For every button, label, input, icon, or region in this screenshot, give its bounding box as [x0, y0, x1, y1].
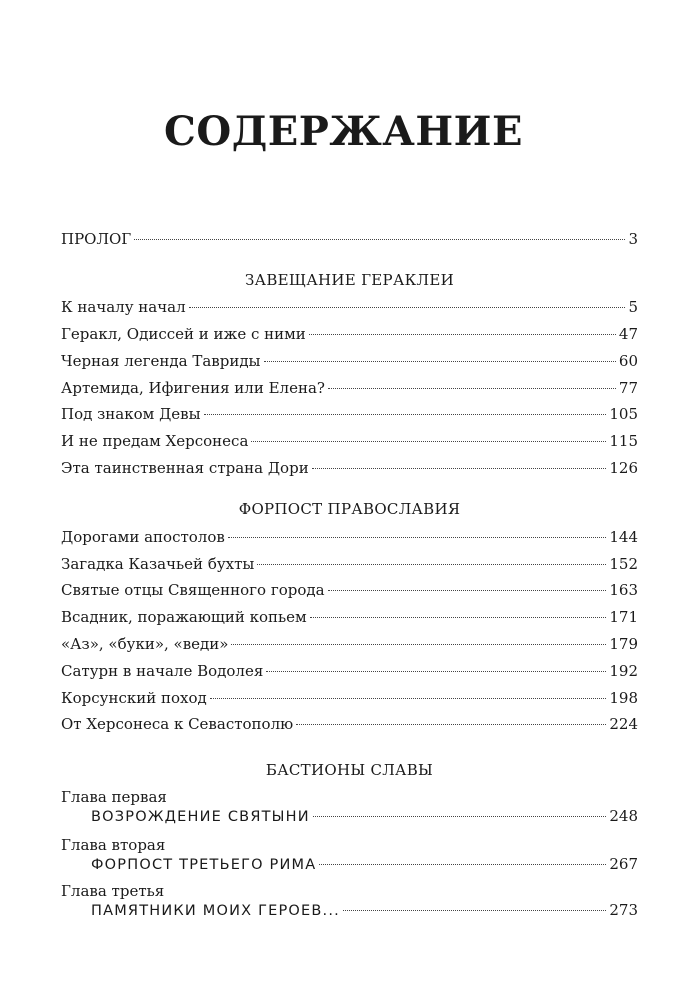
toc-entry-title: «Аз», «буки», «веди»: [61, 635, 229, 653]
toc-entry-page: 248: [609, 807, 638, 825]
toc-entry-title: ФОРПОСТ ТРЕТЬЕГО РИМА: [91, 857, 317, 873]
chapter-label: Глава вторая: [61, 836, 166, 854]
toc-entry-chapter[interactable]: [91, 806, 638, 826]
section-heading: БАСТИОНЫ СЛАВЫ: [265, 761, 434, 779]
toc-entry-title: ПРОЛОГ: [61, 230, 132, 248]
toc-entry-chapter[interactable]: [91, 854, 638, 874]
chapter-label: Глава первая: [61, 788, 167, 806]
toc-entry[interactable]: [61, 554, 638, 574]
toc-entry[interactable]: [61, 607, 638, 627]
section-heading: ЗАВЕЩАНИЕ ГЕРАКЛЕИ: [245, 271, 454, 289]
dot-leader: [312, 468, 607, 469]
toc-entry-page: 179: [609, 635, 638, 653]
toc-entry[interactable]: [61, 297, 638, 317]
toc-entry-title: Всадник, поражающий копьем: [61, 608, 307, 626]
toc-entry-page: 77: [618, 379, 638, 397]
toc-entry-title: И не предам Херсонеса: [61, 432, 249, 450]
toc-entry-title: Дорогами апостолов: [61, 528, 225, 546]
toc-entry-page: 192: [609, 662, 638, 680]
toc-entry-page: 152: [609, 555, 638, 573]
toc-entry-title: Черная легенда Тавриды: [61, 352, 261, 370]
toc-entry-title: Сатурн в начале Водолея: [61, 662, 264, 680]
toc-entry-title: Геракл, Одиссей и иже с ними: [61, 325, 306, 343]
table-of-contents: [61, 0, 638, 1000]
toc-entry[interactable]: [61, 458, 638, 478]
section-heading: ФОРПОСТ ПРАВОСЛАВИЯ: [238, 500, 461, 518]
toc-entry-chapter[interactable]: [91, 900, 638, 920]
toc-entry-page: 198: [609, 689, 638, 707]
toc-entry[interactable]: [61, 661, 638, 681]
toc-entry-title: От Херсонеса к Севастополю: [61, 715, 294, 733]
dot-leader: [204, 414, 607, 415]
toc-entry-title: ПАМЯТНИКИ МОИХ ГЕРОЕВ...: [91, 903, 340, 919]
page-title: СОДЕРЖАНИЕ: [164, 108, 523, 155]
dot-leader: [319, 864, 606, 865]
dot-leader: [231, 644, 606, 645]
toc-entry-page: 3: [628, 230, 638, 248]
toc-entry-title: Артемида, Ифигения или Елена?: [61, 379, 325, 397]
toc-entry[interactable]: [61, 404, 638, 424]
dot-leader: [343, 910, 606, 911]
dot-leader: [189, 307, 626, 308]
toc-entry[interactable]: [61, 527, 638, 547]
dot-leader: [264, 361, 616, 362]
toc-entry-prologue[interactable]: [61, 229, 638, 249]
dot-leader: [257, 564, 606, 565]
dot-leader: [210, 698, 607, 699]
toc-entry-title: Загадка Казачьей бухты: [61, 555, 255, 573]
chapter-label: Глава третья: [61, 882, 165, 900]
toc-entry[interactable]: [61, 431, 638, 451]
toc-entry[interactable]: [61, 378, 638, 398]
toc-entry-title: ВОЗРОЖДЕНИЕ СВЯТЫНИ: [91, 809, 310, 825]
toc-entry-page: 47: [618, 325, 638, 343]
dot-leader: [296, 724, 606, 725]
toc-entry[interactable]: [61, 714, 638, 734]
toc-entry-title: К началу начал: [61, 298, 186, 316]
toc-entry-page: 60: [618, 352, 638, 370]
toc-entry-page: 126: [609, 459, 638, 477]
toc-entry-title: Святые отцы Священного города: [61, 581, 325, 599]
toc-entry-title: Под знаком Девы: [61, 405, 201, 423]
toc-entry-title: Корсунский поход: [61, 689, 207, 707]
toc-entry-page: 224: [609, 715, 638, 733]
toc-entry-page: 144: [609, 528, 638, 546]
toc-entry[interactable]: [61, 351, 638, 371]
dot-leader: [134, 239, 625, 240]
toc-entry-page: 171: [609, 608, 638, 626]
toc-entry-page: 273: [609, 901, 638, 919]
toc-entry[interactable]: [61, 688, 638, 708]
dot-leader: [310, 617, 607, 618]
dot-leader: [328, 388, 616, 389]
toc-entry-page: 105: [609, 405, 638, 423]
toc-entry-title: Эта таинственная страна Дори: [61, 459, 309, 477]
toc-entry[interactable]: [61, 580, 638, 600]
toc-entry-page: 5: [628, 298, 638, 316]
toc-entry-page: 163: [609, 581, 638, 599]
toc-entry[interactable]: [61, 634, 638, 654]
dot-leader: [328, 590, 607, 591]
toc-entry-page: 267: [609, 855, 638, 873]
dot-leader: [266, 671, 606, 672]
toc-entry[interactable]: [61, 324, 638, 344]
dot-leader: [313, 816, 607, 817]
dot-leader: [251, 441, 606, 442]
dot-leader: [228, 537, 607, 538]
toc-entry-page: 115: [609, 432, 638, 450]
dot-leader: [309, 334, 616, 335]
